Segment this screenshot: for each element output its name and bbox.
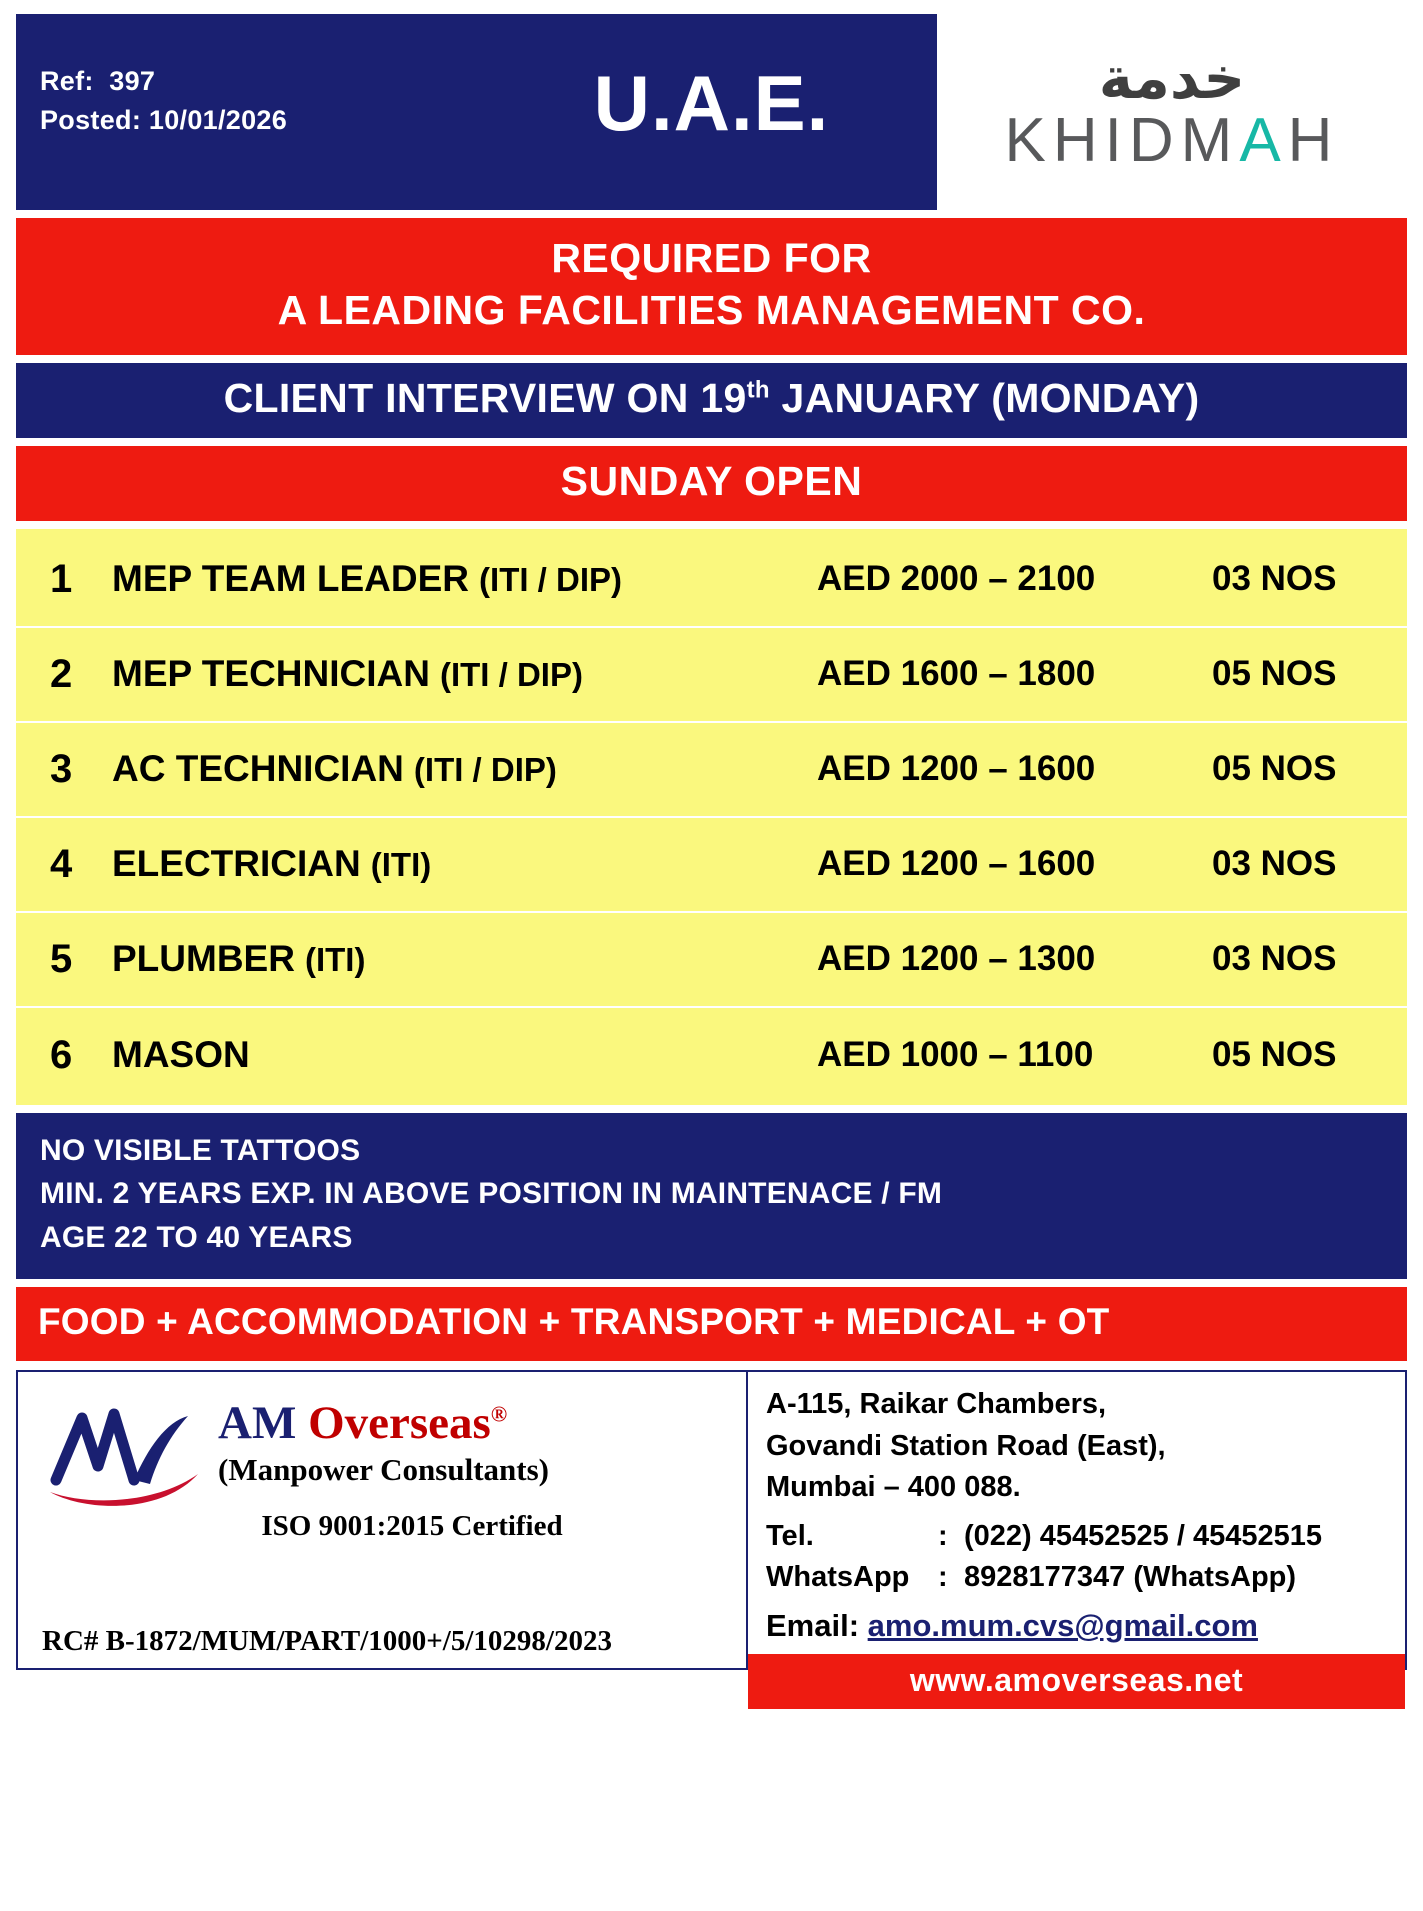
job-title: MEP TEAM LEADER [112, 558, 470, 600]
iso-certification: ISO 9001:2015 Certified [261, 1510, 563, 1543]
job-title-cell [112, 938, 817, 980]
client-logo-part-2: A [1239, 106, 1288, 175]
job-number: 3 [50, 746, 73, 791]
job-title-cell [112, 558, 817, 600]
required-for-banner [16, 218, 1407, 355]
job-title-cell [112, 653, 817, 695]
agency-name-am: AM [218, 1397, 309, 1450]
job-salary: AED 1600 – 1800 [817, 654, 1096, 694]
job-list [16, 529, 1407, 1105]
rc-number: RC# B-1872/MUM/PART/1000+/5/10298/2023 [42, 1625, 612, 1658]
job-vacancies: 05 NOS [1212, 749, 1337, 789]
agency-name-block [208, 1388, 549, 1488]
address-line-3: Mumbai – 400 088. [766, 1470, 1021, 1503]
job-salary: AED 2000 – 2100 [817, 559, 1096, 599]
table-row [16, 818, 1407, 913]
job-qualification: (ITI / DIP) [413, 751, 557, 789]
job-title: AC TECHNICIAN [112, 748, 404, 790]
posted-date: Posted: 10/01/2026 [40, 105, 288, 136]
job-title-cell [112, 748, 817, 790]
agency-name-overseas: Overseas [308, 1397, 491, 1450]
reference-number: Ref: 397 [40, 66, 156, 96]
interview-text-pre: CLIENT INTERVIEW ON 19 [223, 374, 747, 421]
whatsapp-value: 8928177347 (WhatsApp) [964, 1561, 1297, 1594]
job-qualification: (ITI / DIP) [479, 561, 623, 599]
email-row [748, 1598, 1405, 1644]
agency-name [218, 1396, 549, 1450]
job-vacancies: 03 NOS [1212, 559, 1337, 599]
telephone-label: Tel. [766, 1519, 814, 1552]
job-salary: AED 1000 – 1100 [817, 1035, 1094, 1075]
condition-line: MIN. 2 YEARS EXP. IN ABOVE POSITION IN MAINTENACE / FM [40, 1177, 943, 1211]
contact-numbers [748, 1508, 1405, 1598]
condition-line: AGE 22 TO 40 YEARS [40, 1220, 353, 1254]
sunday-open-banner: SUNDAY OPEN [16, 446, 1407, 521]
job-number: 1 [50, 556, 73, 601]
whatsapp-label: WhatsApp [766, 1561, 910, 1594]
whatsapp-row [766, 1557, 1405, 1598]
address-line-2: Govandi Station Road (East), [766, 1429, 1166, 1462]
job-vacancies: 05 NOS [1212, 654, 1337, 694]
job-number: 6 [50, 1032, 73, 1077]
registered-mark: ® [490, 1401, 508, 1427]
address-line-1: A-115, Raikar Chambers, [766, 1388, 1107, 1421]
agency-address [748, 1372, 1405, 1508]
job-title: MASON [112, 1034, 250, 1076]
client-logo [937, 14, 1407, 210]
job-salary: AED 1200 – 1600 [817, 844, 1096, 884]
client-logo-part-3: H [1287, 106, 1340, 175]
job-qualification: (ITI) [304, 941, 366, 979]
table-row [16, 1008, 1407, 1103]
am-overseas-logo-icon [38, 1388, 208, 1508]
website-banner[interactable]: www.amoverseas.net [748, 1654, 1405, 1709]
job-vacancies: 05 NOS [1212, 1035, 1337, 1075]
table-row [16, 913, 1407, 1008]
poster-footer [16, 1370, 1407, 1699]
job-salary: AED 1200 – 1600 [817, 749, 1096, 789]
email-link[interactable]: amo.mum.cvs@gmail.com [867, 1608, 1258, 1644]
benefits-banner: FOOD + ACCOMMODATION + TRANSPORT + MEDICAL + OT [16, 1287, 1407, 1361]
interview-ordinal-suffix: th [746, 376, 770, 404]
condition-line: NO VISIBLE TATTOOS [40, 1133, 361, 1167]
conditions-block [16, 1113, 1407, 1280]
email-label: Email: [766, 1608, 860, 1644]
required-for-line1: REQUIRED FOR [551, 235, 872, 281]
whatsapp-separator: : [938, 1561, 948, 1594]
required-for-line2: A LEADING FACILITIES MANAGEMENT CO. [277, 287, 1146, 334]
telephone-separator: : [938, 1519, 948, 1552]
header-reference-block [16, 14, 486, 210]
contact-block [748, 1372, 1405, 1699]
job-qualification: (ITI / DIP) [439, 656, 583, 694]
job-title: PLUMBER [112, 938, 295, 980]
job-title-cell [112, 843, 817, 885]
agency-subtitle: (Manpower Consultants) [218, 1452, 549, 1488]
client-logo-arabic-text: خدمة [1098, 43, 1246, 112]
job-salary: AED 1200 – 1300 [817, 939, 1096, 979]
client-logo-part-1: KHIDM [1004, 106, 1240, 175]
job-vacancies: 03 NOS [1212, 939, 1337, 979]
poster-header [16, 14, 1407, 210]
job-title: ELECTRICIAN [112, 843, 361, 885]
client-logo-latin-text [1005, 108, 1340, 173]
agency-block [18, 1372, 748, 1668]
header-country-block [486, 14, 937, 210]
job-qualification: (ITI) [370, 846, 432, 884]
job-vacancies: 03 NOS [1212, 844, 1337, 884]
table-row [16, 628, 1407, 723]
job-title-cell [112, 1034, 817, 1076]
interview-text-post: JANUARY (MONDAY) [769, 374, 1200, 421]
job-number: 4 [50, 841, 73, 886]
telephone-value: (022) 45452525 / 45452515 [964, 1519, 1322, 1552]
telephone-row [766, 1516, 1405, 1557]
job-number: 2 [50, 651, 73, 696]
table-row [16, 533, 1407, 628]
table-row [16, 723, 1407, 818]
interview-banner [16, 363, 1407, 438]
job-number: 5 [50, 936, 73, 981]
country-title: U.A.E. [593, 58, 830, 147]
job-title: MEP TECHNICIAN [112, 653, 430, 695]
agency-brand-row [28, 1388, 736, 1508]
